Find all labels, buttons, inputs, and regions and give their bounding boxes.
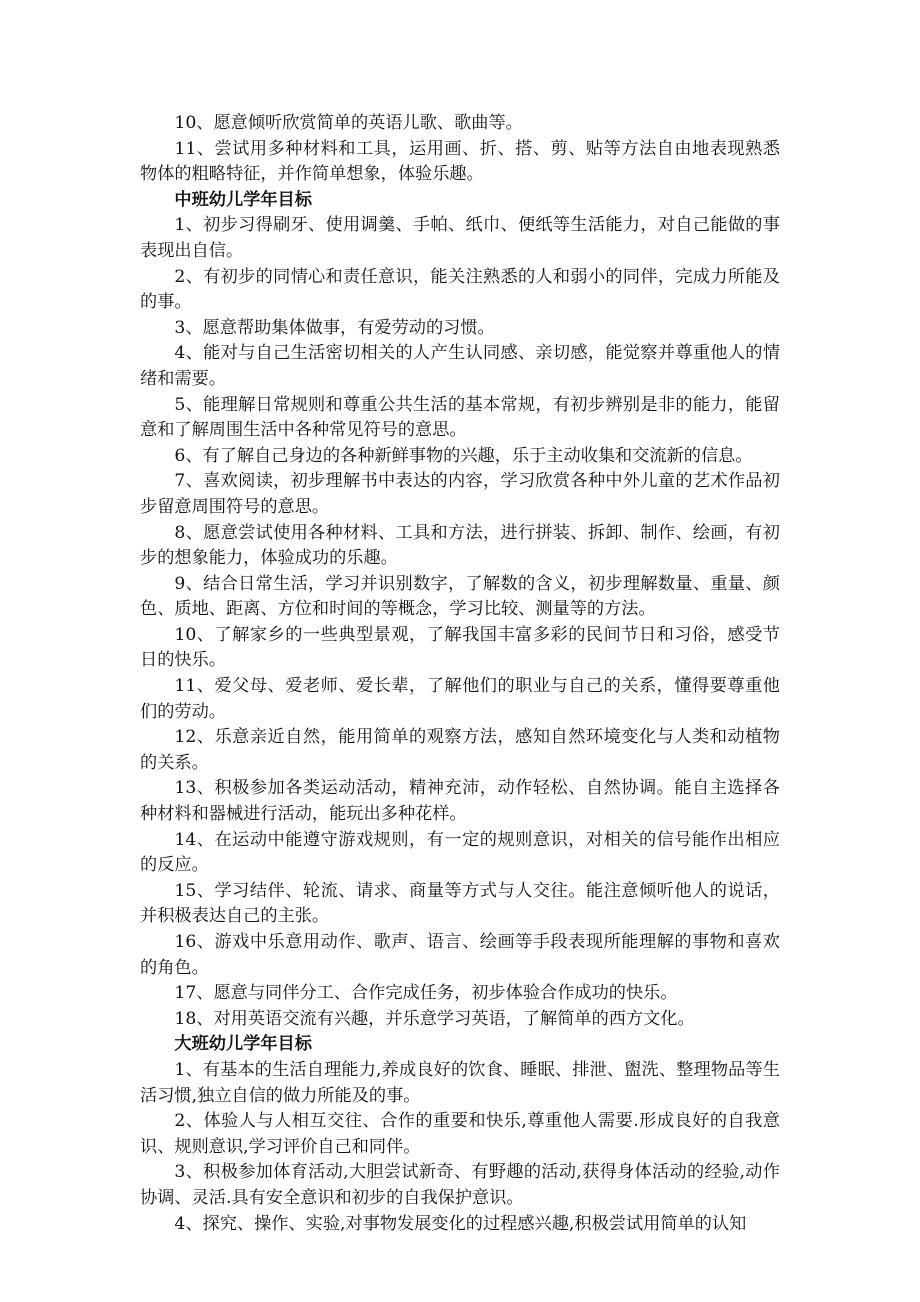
paragraph: 1、有基本的生活自理能力,养成良好的饮食、睡眠、排泄、盥洗、整理物品等生活习惯,独立自信的做力所能及的事。 <box>140 1059 780 1106</box>
paragraph: 16、游戏中乐意用动作、歌声、语言、绘画等手段表现所能理解的事物和喜欢的角色。 <box>140 932 780 978</box>
paragraph: 2、有初步的同情心和责任意识，能关注熟悉的人和弱小的同伴，完成力所能及的事。 <box>140 266 780 313</box>
paragraph: 9、结合日常生活，学习并识别数字，了解数的含义，初步理解数量、重量、颜色、质地、距离、方位和时间的等概念，学习比较、测量等的方法。 <box>140 573 780 620</box>
paragraph: 15、学习结伴、轮流、请求、商量等方式与人交往。能注意倾听他人的说话，并积极表达自己的主张。 <box>140 880 780 927</box>
paragraph: 11、爱父母、爱老师、爱长辈，了解他们的职业与自己的关系，懂得要尊重他们的劳动。 <box>140 676 780 722</box>
paragraph: 18、对用英语交流有兴趣，并乐意学习英语，了解简单的西方文化。 <box>174 1008 695 1029</box>
document-body <box>140 111 780 1237</box>
section-heading-senior-class: 大班幼儿学年目标 <box>174 1034 312 1055</box>
paragraph: 13、积极参加各类运动活动，精神充沛，动作轻松、自然协调。能自主选择各种材料和器械进行活动，能玩出多种花样。 <box>140 778 780 825</box>
paragraph: 11、尝试用多种材料和工具，运用画、折、搭、剪、贴等方法自由地表现熟悉物体的粗略特征，并作简单想象，体验乐趣。 <box>140 138 780 185</box>
paragraph: 1、初步习得刷牙、使用调羹、手帕、纸巾、便纸等生活能力，对自己能做的事表现出自信。 <box>140 215 780 261</box>
paragraph: 7、喜欢阅读，初步理解书中表达的内容，学习欣赏各种中外儿童的艺术作品初步留意周围符号的意思。 <box>140 471 780 517</box>
paragraph: 4、探究、操作、实验,对事物发展变化的过程感兴趣,积极尝试用简单的认知 <box>174 1213 747 1234</box>
paragraph: 10、愿意倾听欣赏简单的英语儿歌、歌曲等。 <box>174 113 523 133</box>
paragraph: 5、能理解日常规则和尊重公共生活的基本常规，有初步辨别是非的能力，能留意和了解周围生活中各种常见符号的意思。 <box>140 394 780 441</box>
paragraph: 6、有了解自己身边的各种新鲜事物的兴趣，乐于主动收集和交流新的信息。 <box>174 445 753 466</box>
paragraph: 12、乐意亲近自然，能用简单的观察方法，感知自然环境变化与人类和动植物的关系。 <box>140 727 780 773</box>
section-heading-middle-class: 中班幼儿学年目标 <box>174 189 312 210</box>
paragraph: 4、能对与自己生活密切相关的人产生认同感、亲切感，能觉察并尊重他人的情绪和需要。 <box>140 343 780 389</box>
paragraph: 10、了解家乡的一些典型景观，了解我国丰富多彩的民间节日和习俗，感受节日的快乐。 <box>140 624 780 671</box>
paragraph: 8、愿意尝试使用各种材料、工具和方法，进行拼装、拆卸、制作、绘画，有初步的想象能力，体验成功的乐趣。 <box>140 522 780 569</box>
paragraph: 14、在运动中能遵守游戏规则，有一定的规则意识，对相关的信号能作出相应的反应。 <box>140 829 780 876</box>
paragraph: 3、愿意帮助集体做事，有爱劳动的习惯。 <box>174 317 495 338</box>
paragraph: 17、愿意与同伴分工、合作完成任务，初步体验合作成功的快乐。 <box>174 983 678 1004</box>
paragraph: 3、积极参加体育活动,大胆尝试新奇、有野趣的活动,获得身体活动的经验,动作协调、灵活.具有安全意识和初步的自我保护意识。 <box>140 1162 780 1208</box>
paragraph: 2、体验人与人相互交往、合作的重要和快乐,尊重他人需要.形成良好的自我意识、规则意识,学习评价自己和同伴。 <box>140 1111 780 1157</box>
